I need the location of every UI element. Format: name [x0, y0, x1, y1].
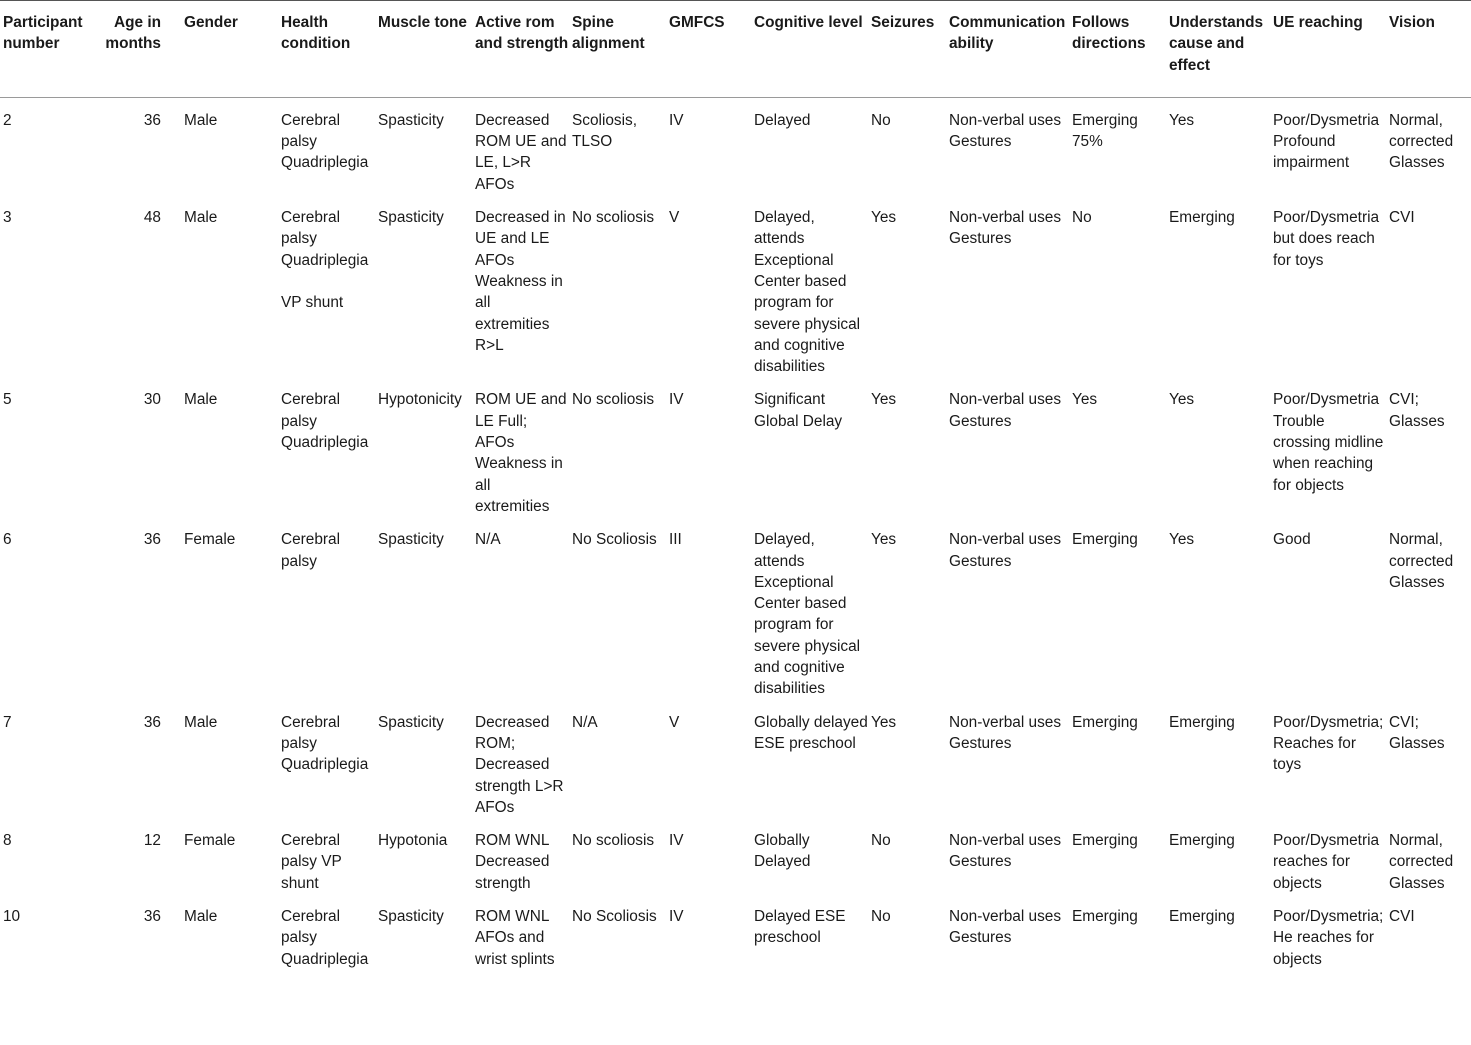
cell-text: Poor/Dysmetria Profound impairment	[1273, 111, 1380, 172]
cell-follows	[1069, 700, 1166, 818]
cell-seizures	[868, 195, 946, 377]
cell-cognitive	[751, 517, 868, 699]
cell-tone	[375, 818, 472, 894]
cell-cognitive	[751, 818, 868, 894]
cell-text: CVI; Glasses	[1389, 713, 1445, 752]
cell-text: Yes	[871, 531, 897, 549]
cell-tone	[375, 377, 472, 517]
cell-reaching	[1270, 517, 1386, 699]
cell-reaching	[1270, 377, 1386, 517]
cell-text: Male	[184, 907, 218, 925]
cell-text: No	[871, 907, 891, 925]
cell-text: Delayed	[754, 111, 811, 129]
cell-text: IV	[669, 832, 684, 850]
cell-text: Decreased in UE and LE AFOs Weakness in all extremities R>L	[475, 209, 566, 354]
cell-text: Spasticity	[378, 111, 444, 129]
cell-rom	[472, 517, 569, 699]
cell-health	[278, 517, 375, 699]
column-header: Gender	[181, 1, 278, 98]
cell-text: Poor/Dysmetria Trouble crossing midline when reaching for objects	[1273, 391, 1384, 494]
cell-text: III	[669, 531, 682, 549]
table-row	[0, 517, 1471, 699]
cell-text: Yes	[1072, 391, 1098, 409]
cell-text: Yes	[1169, 531, 1195, 549]
cell-follows	[1069, 97, 1166, 195]
cell-text: Cerebral palsy Quadriplegia	[281, 209, 369, 269]
cell-participant	[0, 700, 97, 818]
cell-reaching	[1270, 700, 1386, 818]
cell-cause	[1166, 700, 1270, 818]
cell-text: Scoliosis, TLSO	[572, 111, 638, 151]
cell-text: Decreased ROM; Decreased strength L>R AFOs	[475, 713, 564, 816]
cell-text: Delayed, attends Exceptional Center based program for severe physical and cognitive disabilities	[754, 209, 861, 376]
cell-participant	[0, 818, 97, 894]
cell-gender	[181, 818, 278, 894]
cell-communication	[946, 97, 1069, 195]
cell-health	[278, 700, 375, 818]
cell-text: Male	[184, 111, 218, 129]
cell-text: Emerging 75%	[1072, 111, 1138, 151]
cell-text: 30	[143, 391, 161, 409]
cell-communication	[946, 377, 1069, 517]
header-row	[0, 1, 1471, 98]
cell-spine	[569, 517, 666, 699]
cell-text: No scoliosis	[572, 209, 655, 227]
cell-rom	[472, 377, 569, 517]
column-header: UE reaching	[1270, 1, 1386, 98]
cell-text: Male	[184, 391, 218, 409]
cell-gmfcs	[666, 97, 751, 195]
cell-gender	[181, 97, 278, 195]
cell-text: Non-verbal uses Gestures	[949, 832, 1062, 871]
cell-text: Spasticity	[378, 531, 444, 549]
cell-gmfcs	[666, 377, 751, 517]
cell-text: No scoliosis	[572, 391, 655, 409]
cell-gmfcs	[666, 700, 751, 818]
cell-reaching	[1270, 818, 1386, 894]
table-body	[0, 97, 1471, 969]
cell-vision	[1386, 818, 1471, 894]
cell-cognitive	[751, 377, 868, 517]
cell-text: Emerging	[1169, 713, 1235, 731]
table-row	[0, 97, 1471, 195]
cell-health	[278, 377, 375, 517]
column-header: Health condition	[278, 1, 375, 98]
cell-seizures	[868, 894, 946, 970]
cell-cognitive	[751, 700, 868, 818]
cell-seizures	[868, 818, 946, 894]
cell-text: Delayed, attends Exceptional Center based program for severe physical and cognitive disabilities	[754, 531, 861, 698]
cell-seizures	[868, 517, 946, 699]
cell-text: No Scoliosis	[572, 907, 657, 925]
cell-text: 36	[143, 713, 161, 731]
table-row	[0, 818, 1471, 894]
cell-health	[278, 97, 375, 195]
cell-rom	[472, 818, 569, 894]
cell-text: V	[669, 713, 680, 731]
cell-text: ROM WNL Decreased strength	[475, 832, 550, 892]
cell-text: Normal, corrected Glasses	[1389, 111, 1454, 172]
cell-reaching	[1270, 195, 1386, 377]
cell-text: N/A	[475, 531, 501, 549]
cell-follows	[1069, 894, 1166, 970]
cell-text: IV	[669, 907, 684, 925]
cell-seizures	[868, 700, 946, 818]
cell-text: 8	[3, 832, 12, 850]
cell-rom	[472, 195, 569, 377]
cell-text: Female	[184, 531, 236, 549]
cell-text: ROM UE and LE Full; AFOs Weakness in all extremities	[475, 391, 567, 515]
cell-spine	[569, 700, 666, 818]
cell-spine	[569, 195, 666, 377]
cell-communication	[946, 818, 1069, 894]
cell-gender	[181, 377, 278, 517]
cell-text: CVI; Glasses	[1389, 391, 1445, 430]
column-header: Communication ability	[946, 1, 1069, 98]
cell-text: Female	[184, 832, 236, 850]
cell-text: Delayed ESE preschool	[754, 907, 846, 947]
cell-age	[97, 700, 181, 818]
table-row	[0, 894, 1471, 970]
cell-vision	[1386, 517, 1471, 699]
cell-text: 36	[143, 531, 161, 549]
cell-communication	[946, 517, 1069, 699]
cell-health	[278, 894, 375, 970]
cell-cause	[1166, 894, 1270, 970]
cell-reaching	[1270, 97, 1386, 195]
cell-text: Non-verbal uses Gestures	[949, 111, 1062, 151]
cell-text: 6	[3, 531, 12, 549]
cell-text: Significant Global Delay	[754, 391, 843, 430]
cell-text: Non-verbal uses Gestures	[949, 209, 1062, 248]
cell-participant	[0, 195, 97, 377]
cell-text: No	[1072, 209, 1092, 227]
cell-text: Spasticity	[378, 209, 444, 227]
cell-text: Emerging	[1072, 832, 1138, 850]
cell-text: Emerging	[1169, 832, 1235, 850]
cell-text: VP shunt	[281, 294, 344, 312]
cell-spine	[569, 818, 666, 894]
cell-vision	[1386, 894, 1471, 970]
cell-participant	[0, 97, 97, 195]
cell-text: Emerging	[1169, 209, 1235, 227]
cell-text: Cerebral palsy	[281, 531, 341, 570]
cell-text: N/A	[572, 713, 598, 731]
cell-tone	[375, 700, 472, 818]
cell-text: No scoliosis	[572, 832, 655, 850]
column-header: Cognitive level	[751, 1, 868, 98]
cell-gender	[181, 195, 278, 377]
cell-text: Spasticity	[378, 907, 444, 925]
cell-text: ROM WNL AFOs and wrist splints	[475, 907, 555, 968]
cell-text: Yes	[871, 391, 897, 409]
cell-text: Hypotonia	[378, 832, 448, 850]
cell-text: No	[871, 111, 891, 129]
cell-cause	[1166, 377, 1270, 517]
cell-text: Normal, corrected Glasses	[1389, 531, 1454, 591]
cell-text: 36	[143, 907, 161, 925]
column-header: Age in months	[97, 1, 181, 98]
cell-text: Globally delayed ESE preschool	[754, 713, 868, 752]
column-header: Active rom and strength	[472, 1, 569, 98]
cell-age	[97, 894, 181, 970]
cell-text: No Scoliosis	[572, 531, 657, 549]
cell-text: Yes	[871, 713, 897, 731]
cell-text: Emerging	[1169, 907, 1235, 925]
cell-gender	[181, 517, 278, 699]
cell-follows	[1069, 377, 1166, 517]
cell-gmfcs	[666, 517, 751, 699]
cell-tone	[375, 517, 472, 699]
cell-cause	[1166, 818, 1270, 894]
cell-reaching	[1270, 894, 1386, 970]
cell-gmfcs	[666, 894, 751, 970]
cell-text: Cerebral palsy Quadriplegia	[281, 907, 369, 968]
cell-health	[278, 818, 375, 894]
cell-text: Poor/Dysmetria; Reaches for toys	[1273, 713, 1384, 774]
cell-text: Yes	[1169, 111, 1195, 129]
cell-age	[97, 517, 181, 699]
cell-gmfcs	[666, 818, 751, 894]
cell-text: 7	[3, 713, 12, 731]
cell-text: Cerebral palsy Quadriplegia	[281, 713, 369, 774]
cell-text: Normal, corrected Glasses	[1389, 832, 1454, 892]
cell-participant	[0, 894, 97, 970]
cell-text: Poor/Dysmetria; He reaches for objects	[1273, 907, 1384, 968]
cell-vision	[1386, 700, 1471, 818]
cell-seizures	[868, 377, 946, 517]
cell-text: 5	[3, 391, 12, 409]
cell-cause	[1166, 517, 1270, 699]
cell-spine	[569, 97, 666, 195]
column-header: Seizures	[868, 1, 946, 98]
cell-vision	[1386, 97, 1471, 195]
column-header: Vision	[1386, 1, 1471, 98]
cell-tone	[375, 195, 472, 377]
cell-vision	[1386, 377, 1471, 517]
cell-text: Good	[1273, 531, 1311, 549]
column-header: Understands cause and effect	[1166, 1, 1270, 98]
cell-text: Cerebral palsy Quadriplegia	[281, 391, 369, 452]
cell-text: 3	[3, 209, 12, 227]
cell-cause	[1166, 97, 1270, 195]
cell-tone	[375, 97, 472, 195]
cell-cognitive	[751, 97, 868, 195]
cell-text: Yes	[871, 209, 897, 227]
cell-text: Poor/Dysmetria reaches for objects	[1273, 832, 1380, 892]
cell-age	[97, 97, 181, 195]
cell-seizures	[868, 97, 946, 195]
cell-spine	[569, 377, 666, 517]
table-row	[0, 195, 1471, 377]
cell-text: Emerging	[1072, 713, 1138, 731]
cell-text: 36	[143, 111, 161, 129]
cell-vision	[1386, 195, 1471, 377]
table-row	[0, 700, 1471, 818]
cell-text: Cerebral palsy VP shunt	[281, 832, 342, 892]
cell-communication	[946, 700, 1069, 818]
cell-participant	[0, 377, 97, 517]
cell-text: Male	[184, 209, 218, 227]
cell-text: Yes	[1169, 391, 1195, 409]
cell-communication	[946, 894, 1069, 970]
cell-age	[97, 377, 181, 517]
cell-text: Non-verbal uses Gestures	[949, 531, 1062, 570]
cell-cognitive	[751, 894, 868, 970]
cell-rom	[472, 97, 569, 195]
cell-text: 12	[143, 832, 161, 850]
cell-text: CVI	[1389, 209, 1415, 227]
cell-text: Decreased ROM UE and LE, L>R AFOs	[475, 111, 567, 193]
table-row	[0, 377, 1471, 517]
cell-text: IV	[669, 391, 684, 409]
cell-rom	[472, 894, 569, 970]
cell-text: CVI	[1389, 907, 1415, 925]
cell-text: Cerebral palsy Quadriplegia	[281, 111, 369, 172]
cell-gender	[181, 894, 278, 970]
cell-gmfcs	[666, 195, 751, 377]
cell-gender	[181, 700, 278, 818]
cell-text: 2	[3, 111, 12, 129]
column-header: Muscle tone	[375, 1, 472, 98]
cell-text: Spasticity	[378, 713, 444, 731]
cell-text: Non-verbal uses Gestures	[949, 907, 1062, 947]
cell-cognitive	[751, 195, 868, 377]
column-header: GMFCS	[666, 1, 751, 98]
cell-spine	[569, 894, 666, 970]
column-header: Follows directions	[1069, 1, 1166, 98]
cell-follows	[1069, 195, 1166, 377]
cell-text: 10	[3, 907, 21, 925]
cell-cause	[1166, 195, 1270, 377]
cell-participant	[0, 517, 97, 699]
cell-text: Non-verbal uses Gestures	[949, 391, 1062, 430]
cell-text: Male	[184, 713, 218, 731]
cell-text: Emerging	[1072, 531, 1138, 549]
cell-text: Emerging	[1072, 907, 1138, 925]
cell-communication	[946, 195, 1069, 377]
cell-text: IV	[669, 111, 684, 129]
cell-text: 48	[143, 209, 161, 227]
cell-follows	[1069, 818, 1166, 894]
cell-text: Poor/Dysmetria but does reach for toys	[1273, 209, 1380, 269]
cell-rom	[472, 700, 569, 818]
cell-tone	[375, 894, 472, 970]
column-header: Participant number	[0, 1, 97, 98]
cell-text: Globally Delayed	[754, 832, 811, 871]
cell-text: Hypotonicity	[378, 391, 462, 409]
cell-text: Non-verbal uses Gestures	[949, 713, 1062, 752]
cell-age	[97, 195, 181, 377]
cell-follows	[1069, 517, 1166, 699]
cell-age	[97, 818, 181, 894]
cell-health	[278, 195, 375, 377]
column-header: Spine alignment	[569, 1, 666, 98]
cell-text: No	[871, 832, 891, 850]
cell-text: V	[669, 209, 680, 227]
